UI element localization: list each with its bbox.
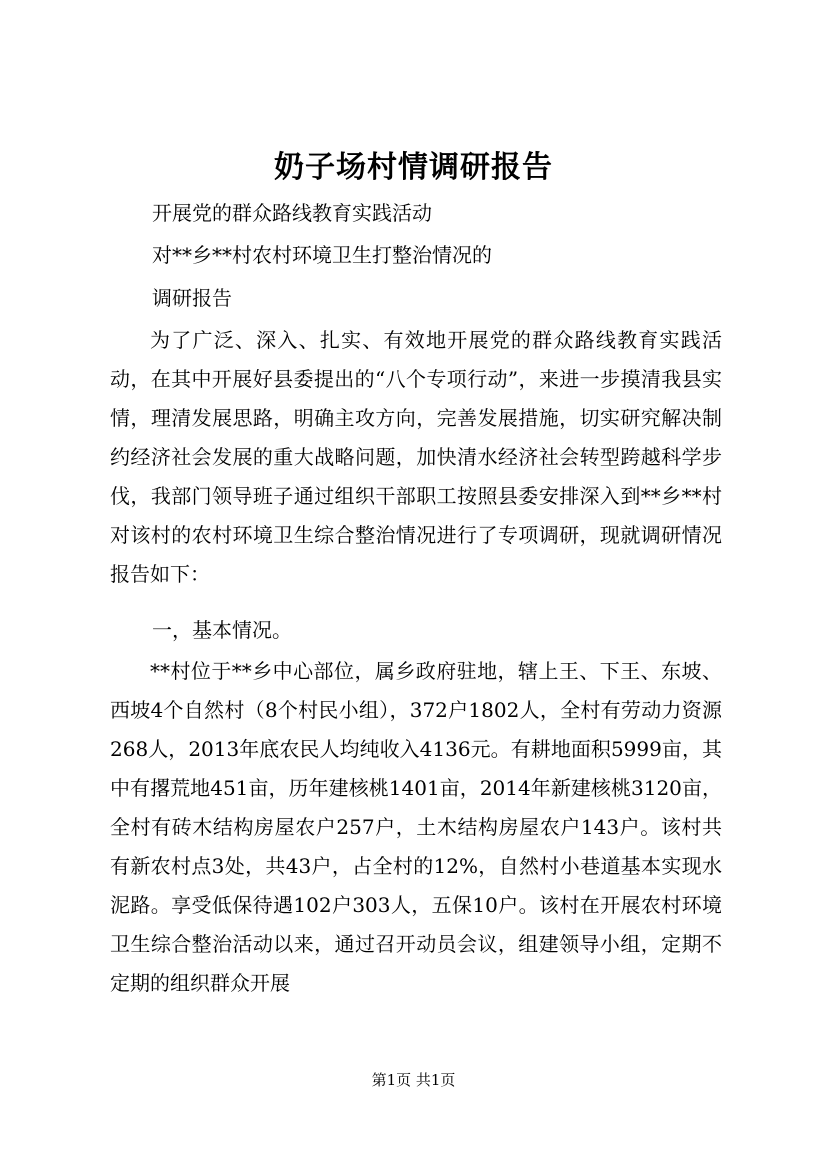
intro-line-3: 调研报告 (152, 286, 232, 310)
paragraph-intro: 为了广泛、深入、扎实、有效地开展党的群众路线教育实践活动，在其中开展好县委提出的“八个专项行动”，来进一步摸清我县实情，理清发展思路，明确主攻方向，完善发展措施，切实研究解决制约经济社会发展的重大战略问题，加快清水经济社会转型跨越科学步伐，我部门领导班子通过组织干部职工按照县委安排深入到**乡**村对该村的农村环境卫生综合整治情况进行了专项调研，现就调研情况报告如下： (110, 328, 722, 586)
document-title: 奶子场村情调研报告 (274, 150, 553, 185)
page-footer: 第1页 共1页 (371, 1071, 456, 1089)
intro-line-1: 开展党的群众路线教育实践活动 (152, 201, 432, 225)
section-heading-basic-situation: 一，基本情况。 (152, 618, 292, 642)
intro-line-2: 对**乡**村农村环境卫生打整治情况的 (152, 243, 492, 267)
paragraph-basic-situation: **村位于**乡中心部位，属乡政府驻地，辖上王、下王、东坡、西坡4个自然村（8个村民小组），372户1802人，全村有劳动力资源268人，2013年底农民人均纯收入4136元。有耕地面积5999亩，其中有撂荒地451亩，历年建核桃1401亩，2014年新建核桃3120亩，全村有砖木结构房屋农户257户，土木结构房屋农户143户。该村共有新农村点3处，共43户，占全村的12%，自然村小巷道基本实现水泥路。享受低保待遇102户303人，五保10户。该村在开展农村环境卫生综合整治活动以来，通过召开动员会议，组建领导小组，定期不定期的组织群众开展 (110, 659, 722, 995)
